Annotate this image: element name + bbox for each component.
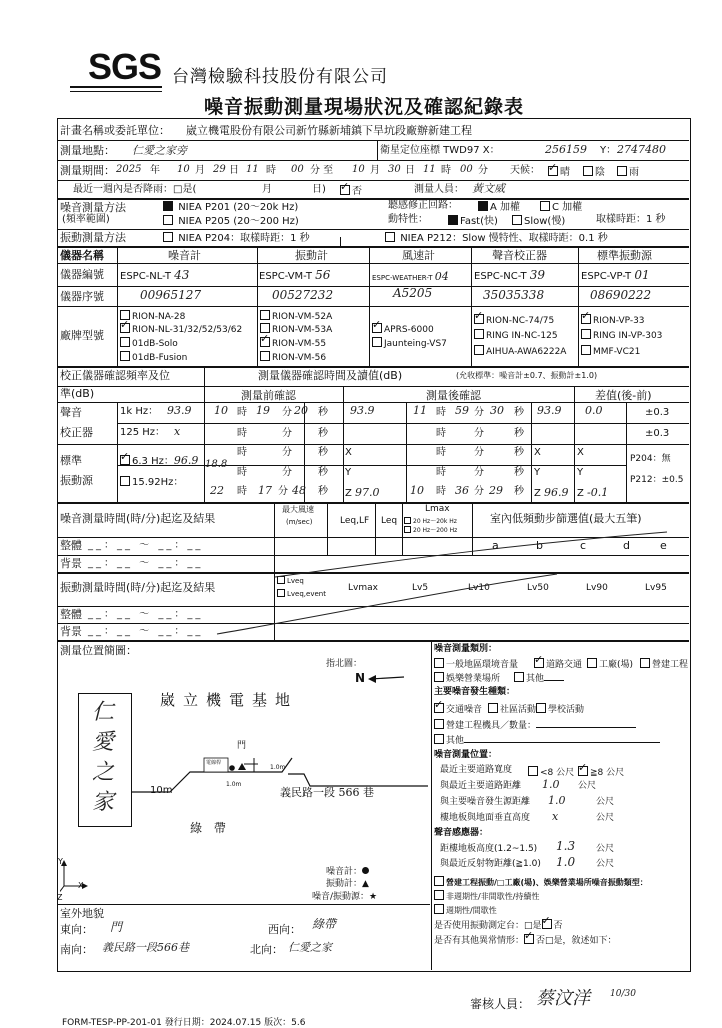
- cal-f3[interactable]: ✓6.3 Hz：96.9: [120, 455, 198, 467]
- b1-s: 20: [294, 404, 308, 417]
- weather-rain[interactable]: 雨: [617, 166, 639, 178]
- instr-header-vib: 振動計: [295, 249, 328, 262]
- unit-4: 公尺: [596, 844, 615, 854]
- min-unit-2: 分: [478, 165, 488, 176]
- logo-rule-2: [70, 91, 162, 92]
- src-opt-1[interactable]: ✓交通噪音: [434, 703, 482, 715]
- hr-a3: 時: [436, 447, 446, 458]
- hr-1: 時: [237, 407, 247, 418]
- nursing-home-label: 仁愛之家: [92, 700, 115, 815]
- pos-road-dist-value: 1.0: [542, 778, 560, 791]
- cal-sound-label-2: 校正器: [60, 426, 93, 439]
- noise-method-label: 噪音測量方法: [60, 201, 126, 214]
- sc-4: 秒: [318, 467, 328, 478]
- a1-h: 11: [413, 404, 427, 417]
- band-label: 室內低頻動步篩選值(最大五筆): [490, 512, 642, 525]
- noise-time-blank-2: __：__ ～ __：__: [88, 558, 204, 569]
- a5-h: 10: [410, 484, 424, 497]
- z-d: Z -0.1: [577, 486, 609, 499]
- b1-value: 93.9: [350, 404, 375, 417]
- dynamics-label: 動特性：: [388, 214, 428, 225]
- dyn-slow[interactable]: Slow(慢): [512, 215, 565, 227]
- rain-question: 最近一週內是否降雨：□是(: [73, 184, 197, 195]
- north-arrow-icon: [366, 672, 406, 686]
- type-opt-2[interactable]: ✓ 道路交通: [534, 658, 582, 670]
- instr-id-label: 儀器編號: [60, 268, 104, 281]
- brand-cal-2[interactable]: RING IN-NC-125: [474, 329, 558, 341]
- lveq-opt[interactable]: Lveq: [277, 576, 304, 585]
- sc-a4: 秒: [514, 467, 524, 478]
- cal-after: 測量後確認: [426, 389, 481, 402]
- mn-a2: 分: [474, 428, 484, 439]
- mn-5: 分: [278, 486, 288, 497]
- sketch-label: 測量位置簡圖：: [60, 644, 137, 657]
- a1-value: 93.9: [537, 404, 562, 417]
- a5-s: 29: [489, 484, 503, 497]
- vib-opt-p204[interactable]: NIEA P204：取樣時距：1 秒: [163, 232, 310, 244]
- instr-header-noise: 噪音計: [168, 249, 201, 262]
- instr-id-vibsrc: ESPC-VP-T 01: [581, 268, 650, 282]
- cal-f2: 125 Hz：: [120, 427, 166, 438]
- west-value: 綠帶: [312, 917, 337, 931]
- hr-a1: 時: [436, 407, 446, 418]
- sensor-reflect: 與最近反射物距離(≧1.0): [440, 859, 541, 869]
- lmax-label: Lmax: [425, 504, 450, 514]
- vib-col-lv50: Lv50: [527, 583, 549, 593]
- mn-1: 分: [282, 407, 292, 418]
- brand-vibsrc-2[interactable]: RING IN-VP-303: [581, 329, 662, 341]
- p212-tol: P212：±0.5: [630, 475, 684, 485]
- brand-cal-3[interactable]: AIHUA-AWA6222A: [474, 345, 566, 357]
- dist-1m: 1.0m: [226, 781, 242, 788]
- month-unit-2: 月: [370, 165, 380, 176]
- north-label: 指北圖：: [326, 659, 363, 669]
- b1-m: 19: [256, 404, 270, 417]
- cal-f4[interactable]: 15.92Hz：: [120, 476, 183, 488]
- instr-id-noise: ESPC-NL-T 43: [120, 268, 190, 282]
- src-opt-5[interactable]: 其他: [434, 734, 660, 746]
- reviewer-signature: 蔡汶洋: [536, 988, 590, 1009]
- east-value: 門: [110, 920, 123, 934]
- cal-title-2: 準(dB): [60, 387, 95, 400]
- filter-c[interactable]: C 加權: [540, 201, 582, 213]
- axis-z: Z: [57, 893, 63, 902]
- cal-vib-label-1: 標準: [60, 454, 82, 467]
- instr-id-wind: ESPC-WEATHER-T 04: [372, 270, 449, 283]
- y-b: Y: [345, 467, 352, 478]
- filter-label: 聽感修正回路：: [388, 200, 458, 211]
- mn-2: 分: [282, 428, 292, 439]
- pos-src-dist-value: 1.0: [548, 794, 566, 807]
- north-dir-label: 北向：: [250, 943, 283, 956]
- vib-type-opt-2[interactable]: 週期性/間歇性: [434, 904, 497, 915]
- b5-h: 22: [210, 484, 224, 497]
- hr-4: 時: [237, 467, 247, 478]
- cal-vib-label-2: 振動源: [60, 474, 93, 487]
- z-a: Z 96.9: [534, 486, 569, 499]
- axis-y: Y: [58, 857, 63, 866]
- d1-value: 0.0: [585, 404, 603, 417]
- vib-row-total: 整體: [60, 608, 82, 621]
- noise-time-blank-1: __：__ ～ __：__: [88, 540, 204, 551]
- lmax-opt-1[interactable]: 20 Hz～20k Hz: [404, 517, 457, 525]
- noise-time-label: 噪音測量時間(時/分)起迄及結果: [60, 512, 216, 525]
- leq-label: Leq: [381, 516, 398, 526]
- serial-vib: 00527232: [272, 288, 334, 302]
- tol-2: ±0.3: [645, 428, 670, 439]
- pos-road-width: 最近主要道路寬度: [440, 765, 513, 775]
- coord-x: 256159: [545, 143, 587, 156]
- mn-a4: 分: [474, 467, 484, 478]
- pos-width-lt8[interactable]: <8 公尺: [528, 766, 574, 778]
- instr-id-cal: ESPC-NC-T 39: [474, 268, 546, 282]
- brand-noise-3[interactable]: 01dB-Solo: [120, 337, 178, 349]
- vib-col-lv95: Lv95: [645, 583, 667, 593]
- b5-m: 17: [258, 484, 272, 497]
- pos-src-dist: 與主要噪音發生源距離: [440, 797, 531, 807]
- instr-serial-label: 儀器序號: [60, 290, 104, 303]
- sensor-reflect-value: 1.0: [556, 855, 576, 869]
- outdoor-title: 室外地貌: [60, 907, 104, 920]
- period-min-1: 00: [291, 164, 304, 175]
- band-col-d: d: [623, 539, 630, 552]
- unit-3: 公尺: [596, 813, 615, 823]
- weather-cloudy[interactable]: 陰: [583, 166, 605, 178]
- instr-header-name: 儀器名稱: [60, 249, 104, 262]
- page-title: 噪音振動測量現場狀況及確認紀錄表: [204, 96, 525, 118]
- sc-3: 秒: [318, 447, 328, 458]
- noise-freq-sub: (頻率範圍): [62, 214, 110, 225]
- pos-width-ge8[interactable]: ✓ ≧8 公尺: [578, 766, 624, 778]
- pole-label: 電線桿: [206, 760, 222, 766]
- period-year: 2025: [116, 164, 142, 175]
- a1-s: 30: [490, 404, 504, 417]
- sensor-height: 距樓地板高度(1.2~1.5): [440, 844, 538, 854]
- hour-unit: 時: [266, 165, 276, 176]
- sensor-title: 聲音感應器：: [434, 828, 489, 838]
- src-opt-3[interactable]: 學校活動: [536, 703, 584, 715]
- src-opt-4[interactable]: 營建工程機具／數量：: [434, 719, 636, 731]
- hr-3: 時: [237, 447, 247, 458]
- y-d: Y: [577, 467, 584, 478]
- cal-f1-value: 93.9: [167, 404, 192, 417]
- legend-vib: 振動計：▲: [326, 879, 369, 889]
- pos-floor-value: x: [552, 810, 559, 823]
- east-label: 東向：: [60, 923, 93, 936]
- vib-col-lv90: Lv90: [586, 583, 608, 593]
- mn-a1: 分: [474, 407, 484, 418]
- a1-m: 59: [455, 404, 469, 417]
- sc-a2: 秒: [514, 428, 524, 439]
- lmax-opt-2[interactable]: 20 Hz～200 Hz: [404, 526, 457, 534]
- brand-noise-1[interactable]: RION-NA-28: [120, 310, 185, 322]
- unit-1: 公尺: [578, 781, 597, 791]
- sc-1: 秒: [318, 407, 328, 418]
- weather-label: 天候：: [510, 165, 540, 176]
- mn-3: 分: [282, 447, 292, 458]
- not-applicable-strike: [57, 502, 689, 640]
- vib-time-label: 振動測量時間(時/分)起迄及結果: [60, 581, 216, 594]
- serial-vibsrc: 08690222: [590, 288, 652, 302]
- brand-vib-2[interactable]: RION-VM-53A: [260, 323, 332, 335]
- period-day-2: 30: [388, 164, 401, 175]
- greenbelt-label: 綠 帶: [190, 821, 230, 835]
- p204-tol: P204：無: [630, 454, 671, 464]
- road-label: 義民路一段 566 巷: [280, 786, 374, 799]
- type-opt-4[interactable]: 營建工程: [640, 658, 688, 670]
- company-name: 台灣檢驗科技股份有限公司: [172, 67, 388, 87]
- cal-title-1: 校正儀器確認頻率及位: [60, 369, 170, 382]
- period-day-1: 29: [213, 164, 226, 175]
- brand-vib-3[interactable]: ✓RION-VM-55: [260, 337, 326, 349]
- hr-a2: 時: [436, 428, 446, 439]
- tol-1: ±0.3: [645, 407, 670, 418]
- cal-note: (允收標準：噪音計±0.7、振動計±1.0): [456, 371, 598, 380]
- sc-a5: 秒: [514, 486, 524, 497]
- x-a: X: [534, 447, 541, 458]
- sensor-height-value: 1.3: [556, 839, 576, 853]
- q-abnormal[interactable]: 是否有其他異常情形：✓ 否□是，敘述如下：: [434, 934, 617, 946]
- hr-a4: 時: [436, 467, 446, 478]
- north-n: N: [355, 671, 366, 685]
- brand-vibsrc-3[interactable]: MMF-VC21: [581, 345, 640, 357]
- south-value: 義民路一段566巷: [102, 941, 189, 954]
- band-col-e: e: [660, 539, 667, 552]
- band-col-c: c: [580, 539, 587, 552]
- cal-f2-value: x: [174, 425, 181, 438]
- band-col-a: a: [492, 539, 499, 552]
- coord-y-label: Y：: [600, 145, 617, 156]
- brand-vib-1[interactable]: RION-VM-52A: [260, 310, 332, 322]
- legend-noise: 噪音計：: [326, 867, 369, 877]
- a5-m: 36: [455, 484, 469, 497]
- logo-rule: [70, 86, 162, 88]
- vib-col-lvmax: Lvmax: [348, 583, 378, 593]
- mn-4: 分: [282, 467, 292, 478]
- mn-a3: 分: [474, 447, 484, 458]
- band-col-b: b: [536, 539, 543, 552]
- period-hour-2: 11: [423, 164, 436, 175]
- review-date: 10/30: [610, 989, 636, 999]
- cal-diff: 差值(後-前): [595, 389, 652, 402]
- vib-opt-p212[interactable]: NIEA P212：Slow 慢特性、取樣時距：0.1 秒: [385, 232, 608, 244]
- b1-h: 10: [214, 404, 228, 417]
- location-value: 仁愛之家旁: [132, 144, 187, 157]
- type-opt-1[interactable]: 一般地區環境音量: [434, 658, 518, 670]
- hr-5: 時: [237, 486, 247, 497]
- brand-vib-4[interactable]: RION-VM-56: [260, 351, 326, 363]
- x-b: X: [345, 447, 352, 458]
- brand-wind-1[interactable]: ✓APRS-6000: [372, 323, 434, 335]
- vib-method-label: 振動測量方法: [60, 231, 126, 244]
- min-to-unit: 分 至: [310, 165, 334, 176]
- measurer-signature: 黃文威: [472, 182, 505, 195]
- brand-vibsrc-1[interactable]: ✓RION-VP-33: [581, 314, 645, 326]
- plan-label: 計畫名稱或委託單位：: [60, 124, 170, 137]
- legend-both: 噪音/振動源：★: [312, 892, 378, 902]
- vib-col-lv10: Lv10: [468, 583, 490, 593]
- instr-brand-label: 廠牌型號: [60, 329, 104, 342]
- wind-unit: (m/sec): [286, 518, 313, 526]
- hr-a5: 時: [436, 486, 446, 497]
- plan-value: 崴立機電股份有限公司新竹縣新埔鎮下旱坑段廠辦新建工程: [186, 124, 472, 137]
- q-vib-table[interactable]: 是否使用振動測定台：□是✓ 否: [434, 919, 563, 931]
- unit-2: 公尺: [596, 797, 615, 807]
- pos-floor-height: 樓地板與地面垂直高度: [440, 813, 531, 823]
- mn-a5: 分: [474, 486, 484, 497]
- sgs-logo: SGS: [88, 46, 162, 87]
- instr-id-vib: ESPC-VM-T 56: [259, 268, 331, 282]
- type-opt-6[interactable]: 其他: [514, 672, 564, 684]
- b5-s: 48: [292, 484, 306, 497]
- period-label: 測量期間：: [60, 164, 115, 177]
- noise-opt-p205[interactable]: NIEA P205 (20～200 Hz): [163, 215, 299, 227]
- period-month-2: 10: [352, 164, 365, 175]
- lveq-event-opt[interactable]: Lveq,event: [277, 589, 326, 598]
- interval-label: 取樣時距：1 秒: [596, 214, 666, 225]
- vib-col-lv5: Lv5: [412, 583, 429, 593]
- sc-a3: 秒: [514, 447, 524, 458]
- type-title: 噪音測量類別：: [434, 644, 498, 654]
- serial-wind: A5205: [393, 286, 433, 300]
- instr-header-vibsrc: 標準振動源: [597, 249, 652, 262]
- unit-5: 公尺: [596, 859, 615, 869]
- vib-type-opt-1[interactable]: 非週期性/非間歇性/持續性: [434, 890, 539, 901]
- height-note: 1.0m: [270, 764, 286, 771]
- hour-unit-2: 時: [441, 165, 451, 176]
- vib-row-bg: 背景: [60, 625, 82, 638]
- noise-row-total: 整體: [60, 539, 82, 552]
- vib-type-line[interactable]: 營建工程振動/□工廠(場)、娛樂營業場所噪音振動類型：: [434, 876, 648, 887]
- noise-opt-p201[interactable]: NIEA P201 (20～20k Hz): [163, 201, 298, 213]
- vib-time-blank-2: __：__ ～ __：__: [88, 626, 204, 637]
- hr-2: 時: [237, 428, 247, 439]
- instr-header-wind: 風速計: [402, 249, 435, 262]
- brand-cal-1[interactable]: ✓RION-NC-74/75: [474, 314, 554, 326]
- type-opt-5[interactable]: 娛樂營業場所: [434, 672, 500, 684]
- period-hour-1: 11: [246, 164, 259, 175]
- axis-x: X: [78, 881, 84, 890]
- day-unit-2: 日: [405, 165, 415, 176]
- cal-sound-label-1: 聲音: [60, 406, 82, 419]
- form-code: FORM-TESP-PP-201-01 發行日期：2024.07.15 版次：5.6: [62, 1018, 306, 1028]
- x-d: X: [577, 447, 584, 458]
- pos-title: 噪音測量位置：: [434, 750, 498, 760]
- measurer-label: 測量人員：: [414, 184, 464, 195]
- brand-noise-4[interactable]: 01dB-Fusion: [120, 351, 187, 363]
- leq-lf-label: Leq,LF: [340, 516, 370, 526]
- wind-label: 最大風速: [282, 505, 314, 514]
- west-label: 西向：: [268, 923, 301, 936]
- south-label: 南向：: [60, 943, 93, 956]
- month-unit: 月: [195, 165, 205, 176]
- sc-2: 秒: [318, 428, 328, 439]
- rain-day: 日): [312, 184, 326, 195]
- site-label: 崴立機電基地: [160, 691, 299, 709]
- src-title: 主要噪音發生種類：: [434, 687, 516, 697]
- serial-cal: 35035338: [483, 288, 545, 302]
- axis-icon: [60, 858, 100, 898]
- location-label: 測量地點：: [60, 144, 115, 157]
- brand-wind-2[interactable]: Jaunteing-VS7: [372, 337, 447, 349]
- instr-header-cal: 聲音校正器: [492, 249, 547, 262]
- rain-month: 月: [262, 184, 272, 195]
- rain-no-check[interactable]: ✓ 否: [340, 185, 362, 197]
- cal-before: 測量前確認: [241, 389, 296, 402]
- noise-row-bg: 背景: [60, 557, 82, 570]
- serial-noise: 00965127: [140, 288, 202, 302]
- coord-label: 衛星定位座標 TWD97 X：: [380, 145, 500, 156]
- year-unit: 年: [150, 165, 160, 176]
- vib-note: 18.8: [205, 459, 228, 470]
- sc-5: 秒: [318, 486, 328, 497]
- vib-time-blank-1: __：__ ～ __：__: [88, 609, 204, 620]
- weather-sunny[interactable]: ✓ 晴: [548, 166, 570, 178]
- dist-10m: 10m: [150, 785, 173, 796]
- y-a: Y: [534, 467, 541, 478]
- north-value: 仁愛之家: [288, 941, 332, 954]
- brand-noise-2[interactable]: ✓RION-NL-31/32/52/53/62: [120, 323, 242, 335]
- coord-y: 2747480: [617, 143, 666, 156]
- period-min-2: 00: [460, 164, 473, 175]
- day-unit: 日: [229, 165, 239, 176]
- sc-a1: 秒: [514, 407, 524, 418]
- gate-label: 門: [237, 741, 247, 751]
- type-opt-3[interactable]: 工廠(場): [587, 658, 633, 670]
- dyn-fast[interactable]: Fast(快): [448, 215, 498, 227]
- period-month-1: 10: [177, 164, 190, 175]
- pos-road-dist: 與最近主要道路距離: [440, 781, 522, 791]
- filter-a[interactable]: A 加權: [478, 201, 520, 213]
- z-b: Z 97.0: [345, 486, 380, 499]
- cal-header: 測量儀器確認時間及讀值(dB): [258, 369, 403, 382]
- src-opt-2[interactable]: 社區活動: [488, 703, 536, 715]
- reviewer-label: 審核人員：: [470, 997, 531, 1011]
- cal-f1: 1k Hz：: [120, 406, 159, 417]
